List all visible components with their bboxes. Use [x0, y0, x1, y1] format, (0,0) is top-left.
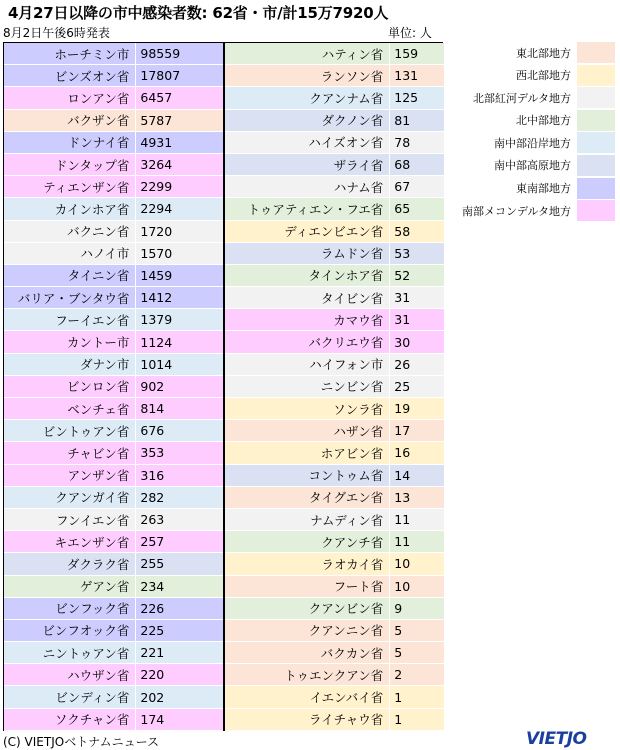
province-name: タイビン省 — [320, 290, 384, 306]
case-count: 1379 — [135, 309, 223, 330]
legend-swatch — [577, 155, 615, 176]
legend-label: 南中部沿岸地方 — [494, 136, 571, 150]
table-row — [4, 87, 223, 109]
case-count: 68 — [389, 154, 444, 175]
table-row — [225, 287, 444, 309]
case-count: 125 — [389, 87, 444, 108]
table-row — [225, 509, 444, 531]
province-name: ロンアン省 — [67, 90, 130, 106]
case-count: 676 — [135, 420, 223, 441]
province-name: クアンガイ省 — [55, 490, 130, 506]
province-name: タインホア省 — [308, 268, 384, 284]
table-row — [225, 65, 444, 87]
table-row — [4, 65, 223, 87]
table-row — [4, 576, 223, 598]
province-name: ホーチミン市 — [54, 46, 130, 62]
province-name: ホアビン省 — [320, 445, 384, 461]
case-count: 3264 — [135, 154, 223, 175]
table-row — [225, 354, 444, 376]
province-name: ダクラク省 — [66, 556, 130, 572]
province-name: ドンナイ省 — [67, 135, 130, 151]
province-name: ソンラ省 — [333, 401, 384, 417]
case-count: 13 — [389, 487, 444, 508]
province-name: ラオカイ省 — [321, 556, 384, 572]
case-count: 814 — [135, 398, 223, 419]
table-row — [4, 509, 223, 531]
province-name: フーイエン省 — [55, 312, 130, 328]
province-name: ニントゥアン省 — [42, 645, 130, 661]
legend-label: 南中部高原地方 — [494, 159, 571, 173]
province-name: ビンロン省 — [66, 379, 130, 395]
province-name: クアンビン省 — [308, 601, 384, 617]
province-name: クアンチ省 — [321, 534, 384, 550]
legend-swatch — [577, 200, 615, 221]
province-name: ビンフオック省 — [42, 623, 130, 639]
legend-item — [453, 178, 616, 199]
table-row — [225, 309, 444, 331]
table-row — [4, 243, 223, 265]
table-row — [225, 686, 444, 708]
province-name: トゥアティエン・フエ省 — [247, 201, 384, 217]
province-name: キエンザン省 — [54, 534, 130, 550]
table-row — [4, 221, 223, 243]
case-count: 11 — [389, 509, 444, 530]
province-name: ダクノン省 — [321, 113, 384, 129]
province-name: トゥエンクアン省 — [284, 667, 384, 683]
announcement-date: 8月2日午後6時発表 — [3, 26, 110, 40]
case-table — [3, 42, 443, 731]
case-count: 902 — [135, 376, 223, 397]
province-name: カインホア省 — [54, 201, 130, 217]
case-count: 1124 — [135, 331, 223, 352]
case-table-left-column — [4, 43, 223, 730]
case-count: 282 — [135, 487, 223, 508]
province-name: バクリエウ省 — [308, 335, 384, 351]
case-count: 9 — [389, 598, 444, 619]
province-name: ディエンビエン省 — [284, 224, 384, 240]
province-name: コントゥム省 — [308, 468, 384, 484]
table-row — [4, 198, 223, 220]
province-name: カントー市 — [66, 335, 130, 351]
table-row — [225, 620, 444, 642]
province-name: クアンナム省 — [309, 90, 384, 106]
table-row — [4, 43, 223, 65]
table-row — [4, 132, 223, 154]
province-name: クアンニン省 — [308, 623, 384, 639]
case-count: 26 — [389, 354, 444, 375]
province-name: アンザン省 — [67, 468, 130, 484]
case-count: 31 — [389, 309, 444, 330]
legend-label: 南部メコンデルタ地方 — [461, 204, 571, 218]
case-count: 10 — [389, 553, 444, 574]
province-name: イエンバイ省 — [309, 690, 384, 706]
province-name: ラムドン省 — [320, 246, 384, 262]
table-row — [4, 686, 223, 708]
case-count: 1 — [389, 686, 444, 707]
table-row — [225, 376, 444, 398]
table-row — [4, 331, 223, 353]
province-name: ティエンザン省 — [43, 179, 130, 195]
table-row — [4, 442, 223, 464]
province-name: バクザン省 — [67, 113, 130, 129]
case-count: 25 — [389, 376, 444, 397]
case-count: 65 — [389, 198, 444, 219]
table-row — [4, 309, 223, 331]
legend-item — [453, 200, 616, 221]
table-row — [4, 531, 223, 553]
province-name: ハティン省 — [321, 46, 384, 62]
case-table-right-column — [223, 43, 444, 730]
table-row — [225, 553, 444, 575]
table-row — [225, 221, 444, 243]
province-name: ゲアン省 — [79, 579, 130, 595]
province-name: ビントゥアン省 — [42, 423, 130, 439]
province-name: ライチャウ省 — [308, 712, 384, 728]
case-count: 67 — [389, 176, 444, 197]
province-name: ニンビン省 — [320, 379, 384, 395]
province-name: フート省 — [333, 579, 384, 595]
province-name: ベンチェ省 — [67, 401, 130, 417]
province-name: ランソン省 — [320, 68, 384, 84]
case-count: 234 — [135, 576, 223, 597]
case-count: 14 — [389, 465, 444, 486]
table-row — [225, 87, 444, 109]
table-row — [4, 487, 223, 509]
province-name: タイニン省 — [67, 268, 130, 284]
legend-item — [453, 87, 616, 108]
case-count: 1 — [389, 709, 444, 730]
table-row — [225, 420, 444, 442]
case-count: 10 — [389, 576, 444, 597]
case-count: 255 — [135, 553, 223, 574]
region-legend — [453, 42, 616, 223]
table-row — [225, 576, 444, 598]
case-count: 31 — [389, 287, 444, 308]
legend-swatch — [577, 110, 615, 131]
case-count: 16 — [389, 442, 444, 463]
province-name: ザライ省 — [333, 157, 384, 173]
legend-label: 北部紅河デルタ地方 — [472, 91, 571, 105]
case-count: 221 — [135, 642, 223, 663]
province-name: チャビン省 — [67, 445, 130, 461]
case-count: 58 — [389, 221, 444, 242]
province-name: タイグエン省 — [308, 490, 384, 506]
case-count: 5 — [389, 620, 444, 641]
case-count: 17 — [389, 420, 444, 441]
province-name: ハイフォン市 — [309, 357, 384, 373]
legend-item — [453, 65, 616, 86]
province-name: フンイエン省 — [56, 512, 130, 528]
case-count: 19 — [389, 398, 444, 419]
case-count: 226 — [135, 598, 223, 619]
province-name: カマウ省 — [333, 312, 384, 328]
table-row — [4, 664, 223, 686]
table-row — [4, 420, 223, 442]
case-count: 220 — [135, 664, 223, 685]
case-count: 316 — [135, 465, 223, 486]
case-count: 17807 — [135, 65, 223, 86]
table-row — [225, 642, 444, 664]
legend-item — [453, 132, 616, 153]
province-name: ビンディン省 — [55, 690, 130, 706]
table-row — [4, 465, 223, 487]
legend-swatch — [577, 87, 615, 108]
province-name: ソクチャン省 — [54, 712, 130, 728]
province-name: ハナム省 — [333, 179, 384, 195]
case-count: 1720 — [135, 221, 223, 242]
table-row — [4, 398, 223, 420]
province-name: ビンフック省 — [55, 601, 130, 617]
case-count: 1014 — [135, 354, 223, 375]
table-row — [225, 243, 444, 265]
case-count: 5787 — [135, 110, 223, 131]
table-row — [225, 442, 444, 464]
legend-label: 西北部地方 — [516, 69, 571, 83]
case-count: 53 — [389, 243, 444, 264]
table-row — [225, 487, 444, 509]
province-name: ナムディン省 — [310, 512, 384, 528]
case-count: 225 — [135, 620, 223, 641]
case-count: 11 — [389, 531, 444, 552]
legend-item — [453, 155, 616, 176]
case-count: 1570 — [135, 243, 223, 264]
table-row — [225, 709, 444, 731]
case-count: 159 — [389, 43, 444, 64]
case-count: 2299 — [135, 176, 223, 197]
case-count: 6457 — [135, 87, 223, 108]
table-row — [4, 154, 223, 176]
table-row — [4, 709, 223, 731]
table-row — [4, 354, 223, 376]
province-name: ハノイ市 — [80, 246, 130, 262]
table-row — [4, 110, 223, 132]
province-name: ダナン市 — [80, 357, 130, 373]
table-row — [4, 642, 223, 664]
table-row — [225, 465, 444, 487]
table-row — [225, 265, 444, 287]
table-row — [4, 376, 223, 398]
case-count: 257 — [135, 531, 223, 552]
province-name: バリア・ブンタウ省 — [17, 290, 130, 306]
page-title: 4月27日以降の市中感染者数: 62省・市/計15万7920人 — [8, 4, 389, 22]
province-name: ドンタップ省 — [54, 157, 130, 173]
unit-label: 単位: 人 — [388, 26, 432, 40]
table-row — [225, 110, 444, 132]
table-row — [225, 154, 444, 176]
case-count: 4931 — [135, 132, 223, 153]
case-count: 81 — [389, 110, 444, 131]
province-name: ハザン省 — [333, 423, 384, 439]
case-count: 1459 — [135, 265, 223, 286]
table-row — [225, 598, 444, 620]
legend-label: 東南部地方 — [516, 182, 571, 196]
legend-swatch — [577, 65, 615, 86]
table-row — [4, 287, 223, 309]
province-name: ビンズオン省 — [54, 68, 130, 84]
case-count: 30 — [389, 331, 444, 352]
table-row — [4, 176, 223, 198]
table-row — [225, 43, 444, 65]
case-count: 202 — [135, 686, 223, 707]
table-row — [225, 398, 444, 420]
table-row — [225, 198, 444, 220]
province-name: ハイズオン省 — [308, 135, 384, 151]
legend-item — [453, 42, 616, 63]
table-row — [4, 620, 223, 642]
case-count: 5 — [389, 642, 444, 663]
case-count: 131 — [389, 65, 444, 86]
case-count: 1412 — [135, 287, 223, 308]
province-name: ハウザン省 — [67, 667, 130, 683]
vietjo-logo: VIETJO — [526, 729, 587, 749]
province-name: バクニン省 — [67, 224, 130, 240]
case-count: 174 — [135, 709, 223, 730]
case-count: 78 — [389, 132, 444, 153]
province-name: バクカン省 — [320, 645, 384, 661]
table-row — [225, 331, 444, 353]
legend-label: 北中部地方 — [516, 114, 571, 128]
case-count: 353 — [135, 442, 223, 463]
table-row — [225, 176, 444, 198]
case-count: 2 — [389, 664, 444, 685]
table-row — [4, 265, 223, 287]
legend-item — [453, 110, 616, 131]
table-row — [225, 531, 444, 553]
copyright-notice: (C) VIETJOベトナムニュース — [3, 735, 160, 749]
table-row — [4, 553, 223, 575]
case-count: 98559 — [135, 43, 223, 64]
legend-swatch — [577, 132, 615, 153]
table-row — [225, 132, 444, 154]
legend-swatch — [577, 178, 615, 199]
legend-label: 東北部地方 — [516, 46, 571, 60]
table-row — [225, 664, 444, 686]
legend-swatch — [577, 42, 615, 63]
case-count: 263 — [135, 509, 223, 530]
case-count: 52 — [389, 265, 444, 286]
case-count: 2294 — [135, 198, 223, 219]
table-row — [4, 598, 223, 620]
